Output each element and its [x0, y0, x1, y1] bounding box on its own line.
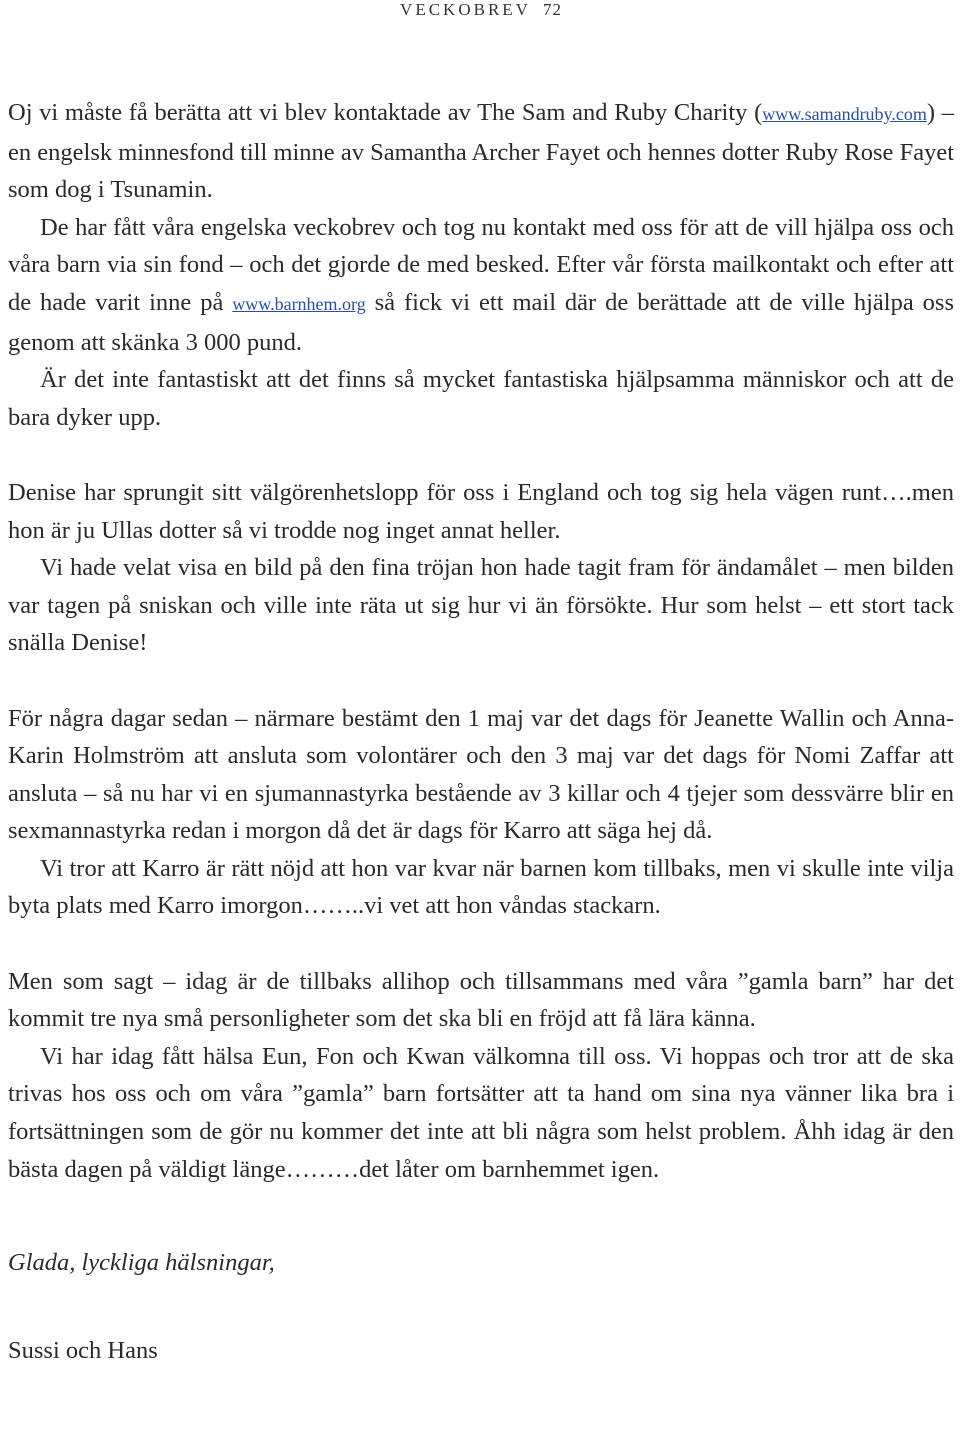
charity-text-end: ) – en engelsk minnesfond till minne av Samantha Archer Fayet och hennes dotter Ruby Rose Fayet som dog i Tsunamin. — [8, 99, 954, 204]
header-title: VECKOBREV — [400, 0, 531, 19]
paragraph-donation — [8, 209, 954, 361]
letter-body — [8, 94, 954, 1369]
paragraph-children-back: Men som sagt – idag är de tillbaks allihop och tillsammans med våra ”gamla barn” har det kommit tre nya små personligheter som det ska bli en fröjd att få lära känna. — [8, 967, 954, 1033]
closing-greeting: Glada, lyckliga hälsningar, — [8, 1249, 275, 1277]
paragraph-karro: Vi tror att Karro är rätt nöjd att hon var kvar när barnen kom tillbaks, men vi skulle inte vilja byta plats med Karro imorgon……..vi vet att hon våndas stackarn. — [8, 854, 954, 920]
paragraph-new-children: Vi har idag fått hälsa Eun, Fon och Kwan välkomna till oss. Vi hoppas och tror att de ska trivas hos oss och om våra ”gamla” barn fortsätter att ta hand om sina nya vänner lika bra i fortsättningen som de gör nu kommer det inte att bli några som helst problem. Åhh idag är den bästa dagen på väldigt länge………det låter om barnhemmet igen. — [8, 1042, 954, 1183]
paragraph-charity — [8, 94, 954, 209]
barnhem-website-link[interactable]: www.barnhem.org — [232, 293, 366, 314]
paragraph-denise-run: Denise har sprungit sitt välgörenhetslopp för oss i England och tog sig hela vägen runt….men hon är ju Ullas dotter så vi trodde nog inget annat heller. — [8, 478, 954, 544]
charity-text-start: Oj vi måste få berätta att vi blev kontaktade av The Sam and Ruby Charity ( — [8, 99, 763, 126]
donation-text-end: så fick vi ett mail där de berättade att de ville hjälpa oss genom att skänka 3 000 pund. — [8, 288, 954, 356]
donation-text-start: De har fått våra engelska veckobrev och tog nu kontakt med oss för att de vill hjälpa oss och våra barn via sin fond – och det gjorde de med besked. Efter vår första mailkontakt och efter att de hade varit inne på — [8, 213, 954, 316]
page-number: 72 — [542, 0, 562, 19]
paragraph-denise-shirt: Vi hade velat visa en bild på den fina tröjan hon hade tagit fram för ändamålet – men bilden var tagen på sniskan och ville inte räta ut sig hur vi än försökte. Hur som helst – ett stort tack snälla Denise! — [8, 554, 954, 657]
letter-page — [8, 0, 954, 1369]
charity-website-link[interactable]: www.samandruby.com — [762, 104, 927, 124]
paragraph-fantastic: Är det inte fantastiskt att det finns så mycket fantastiska hjälpsamma människor och att de bara dyker upp. — [8, 366, 954, 431]
signature-names: Sussi och Hans — [8, 1336, 158, 1364]
page-header — [8, 0, 954, 40]
paragraph-volunteers: För några dagar sedan – närmare bestämt den 1 maj var det dags för Jeanette Wallin och Anna-Karin Holmström att ansluta som volontärer och den 3 maj var det dags för Nomi Zaffar att ansluta – så nu har vi en sjumannastyrka bestående av 3 killar och 4 tjejer som dessvärre blir en sexmannastyrka redan i morgon då det är dags för Karro att säga hej då. — [8, 704, 954, 845]
